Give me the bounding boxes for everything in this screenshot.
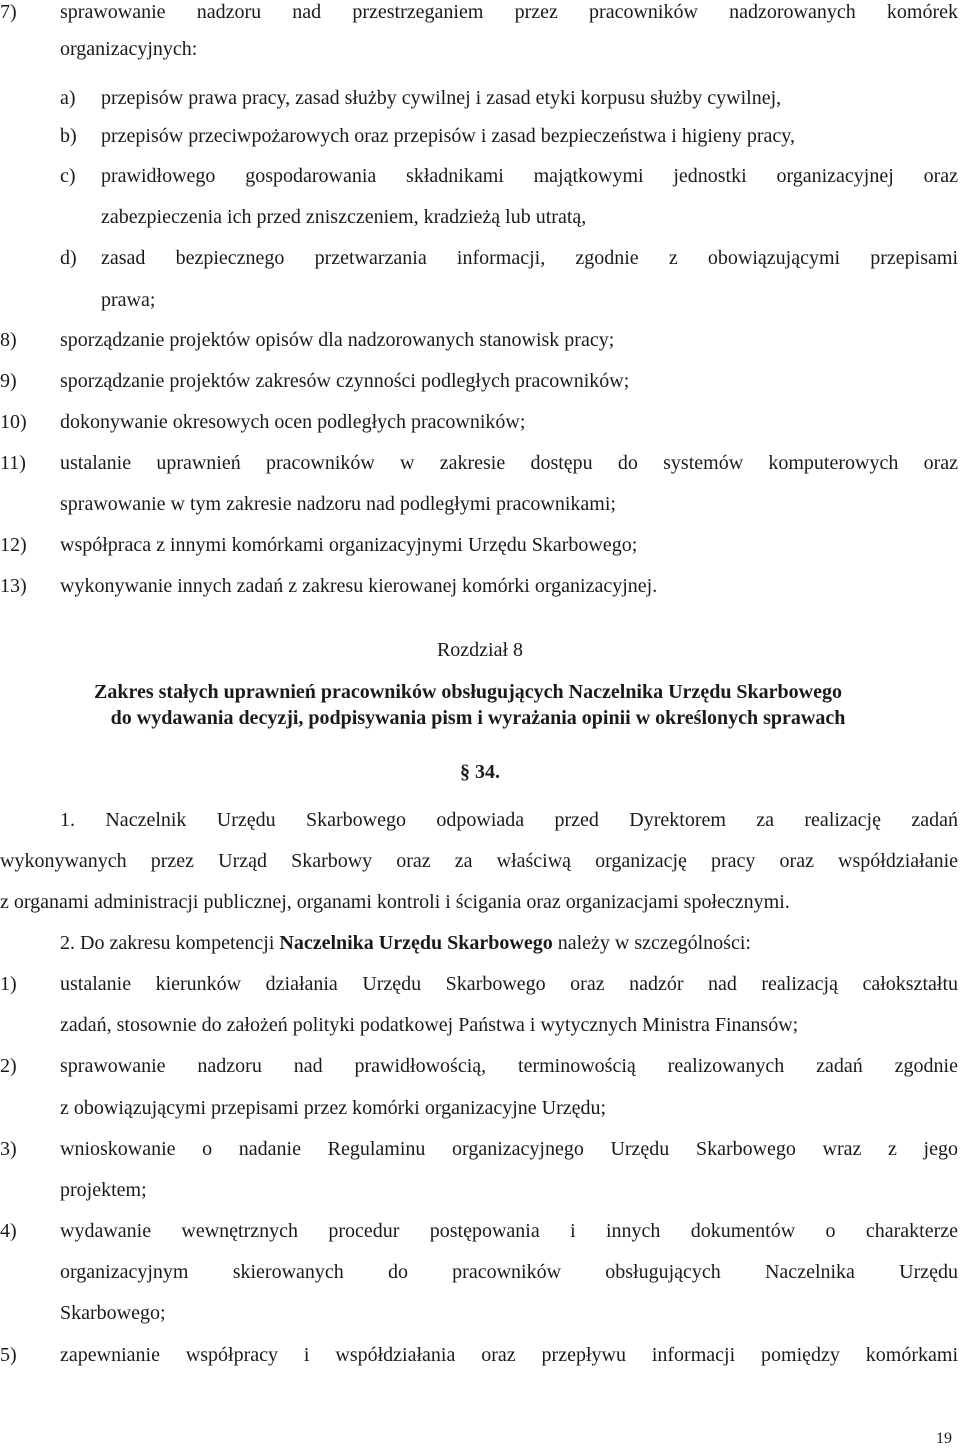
list-text: wnioskowanie o nadanie Regulaminu organizacyjnego Urzędu Skarbowego wraz z jego xyxy=(60,1138,958,1160)
sublist-text: przepisów prawa pracy, zasad służby cywilnej i zasad etyki korpusu służby cywilnej, xyxy=(101,87,782,109)
list-text: ustalanie kierunków działania Urzędu Skarbowego oraz nadzór nad realizacją całokształtu xyxy=(60,973,958,995)
sublist-text: zasad bezpiecznego przetwarzania informacji, zgodnie z obowiązującymi przepisami xyxy=(101,247,958,269)
list-text: współpraca z innymi komórkami organizacyjnymi Urzędu Skarbowego; xyxy=(60,534,638,556)
list-text: organizacyjnych: xyxy=(60,38,198,60)
sublist-label: a) xyxy=(60,87,76,109)
sublist-label: b) xyxy=(60,125,77,147)
sublist-label: c) xyxy=(60,165,76,187)
list-text: ustalanie uprawnień pracowników w zakresie dostępu do systemów komputerowych oraz xyxy=(60,452,958,474)
list-text: sprawowanie w tym zakresie nadzoru nad podległymi pracownikami; xyxy=(60,493,616,515)
paragraph-prefix: 2. Do zakresu kompetencji xyxy=(60,932,280,954)
sublist-label: d) xyxy=(60,247,77,269)
paragraph-text: 1. Naczelnik Urzędu Skarbowego odpowiada przed Dyrektorem za realizację zadań xyxy=(60,809,958,831)
list-label: 10) xyxy=(0,411,27,433)
list-label: 2) xyxy=(0,1055,17,1077)
list-label: 3) xyxy=(0,1138,17,1160)
list-text: sporządzanie projektów opisów dla nadzorowanych stanowisk pracy; xyxy=(60,329,615,351)
list-label: 12) xyxy=(0,534,27,556)
sublist-text: prawa; xyxy=(101,289,156,311)
list-text: Skarbowego; xyxy=(60,1302,166,1324)
sublist-text: prawidłowego gospodarowania składnikami majątkowymi jednostki organizacyjnej oraz xyxy=(101,165,958,187)
list-text: sporządzanie projektów zakresów czynności podległych pracowników; xyxy=(60,370,630,392)
sublist-text: przepisów przeciwpożarowych oraz przepisów i zasad bezpieczeństwa i higieny pracy, xyxy=(101,125,795,147)
page-number: 19 xyxy=(936,1430,952,1447)
paragraph-bold: Naczelnika Urzędu Skarbowego xyxy=(279,932,553,954)
list-text: organizacyjnym skierowanych do pracowników obsługujących Naczelnika Urzędu xyxy=(60,1261,958,1283)
chapter-heading: do wydawania decyzji, podpisywania pism i wyrażania opinii w określonych sprawach xyxy=(110,707,846,729)
sublist-text: zabezpieczenia ich przed zniszczeniem, kradzieżą lub utratą, xyxy=(101,206,587,228)
list-label: 9) xyxy=(0,370,17,392)
list-text: sprawowanie nadzoru nad prawidłowością, terminowością realizowanych zadań zgodnie xyxy=(60,1055,958,1077)
list-label: 5) xyxy=(0,1344,17,1366)
list-text: wydawanie wewnętrznych procedur postępowania i innych dokumentów o charakterze xyxy=(60,1220,958,1242)
list-text: projektem; xyxy=(60,1179,147,1201)
list-label: 11) xyxy=(0,452,26,474)
list-text: dokonywanie okresowych ocen podległych pracowników; xyxy=(60,411,526,433)
paragraph-number: § 34. xyxy=(460,761,500,783)
paragraph-text xyxy=(60,931,751,955)
list-text: z obowiązującymi przepisami przez komórki organizacyjne Urzędu; xyxy=(60,1097,607,1119)
paragraph-text: z organami administracji publicznej, organami kontroli i ścigania oraz organizacjami społecznymi. xyxy=(0,891,790,913)
list-label: 13) xyxy=(0,575,27,597)
chapter-title: Rozdział 8 xyxy=(436,639,524,661)
list-text: wykonywanie innych zadań z zakresu kierowanej komórki organizacyjnej. xyxy=(60,575,658,597)
paragraph-text: wykonywanych przez Urząd Skarbowy oraz za właściwą organizację pracy oraz współdziałanie xyxy=(0,850,958,872)
list-text: zadań, stosownie do założeń polityki podatkowej Państwa i wytycznych Ministra Finansów; xyxy=(60,1014,799,1036)
list-label: 4) xyxy=(0,1220,17,1242)
list-text: zapewnianie współpracy i współdziałania oraz przepływu informacji pomiędzy komórkami xyxy=(60,1344,958,1366)
paragraph-suffix: należy w szczególności: xyxy=(552,932,751,954)
list-label: 7) xyxy=(0,1,17,23)
chapter-heading: Zakres stałych uprawnień pracowników obsługujących Naczelnika Urzędu Skarbowego xyxy=(93,681,843,703)
list-label: 8) xyxy=(0,329,17,351)
list-label: 1) xyxy=(0,973,17,995)
list-text: sprawowanie nadzoru nad przestrzeganiem przez pracowników nadzorowanych komórek xyxy=(60,1,958,23)
